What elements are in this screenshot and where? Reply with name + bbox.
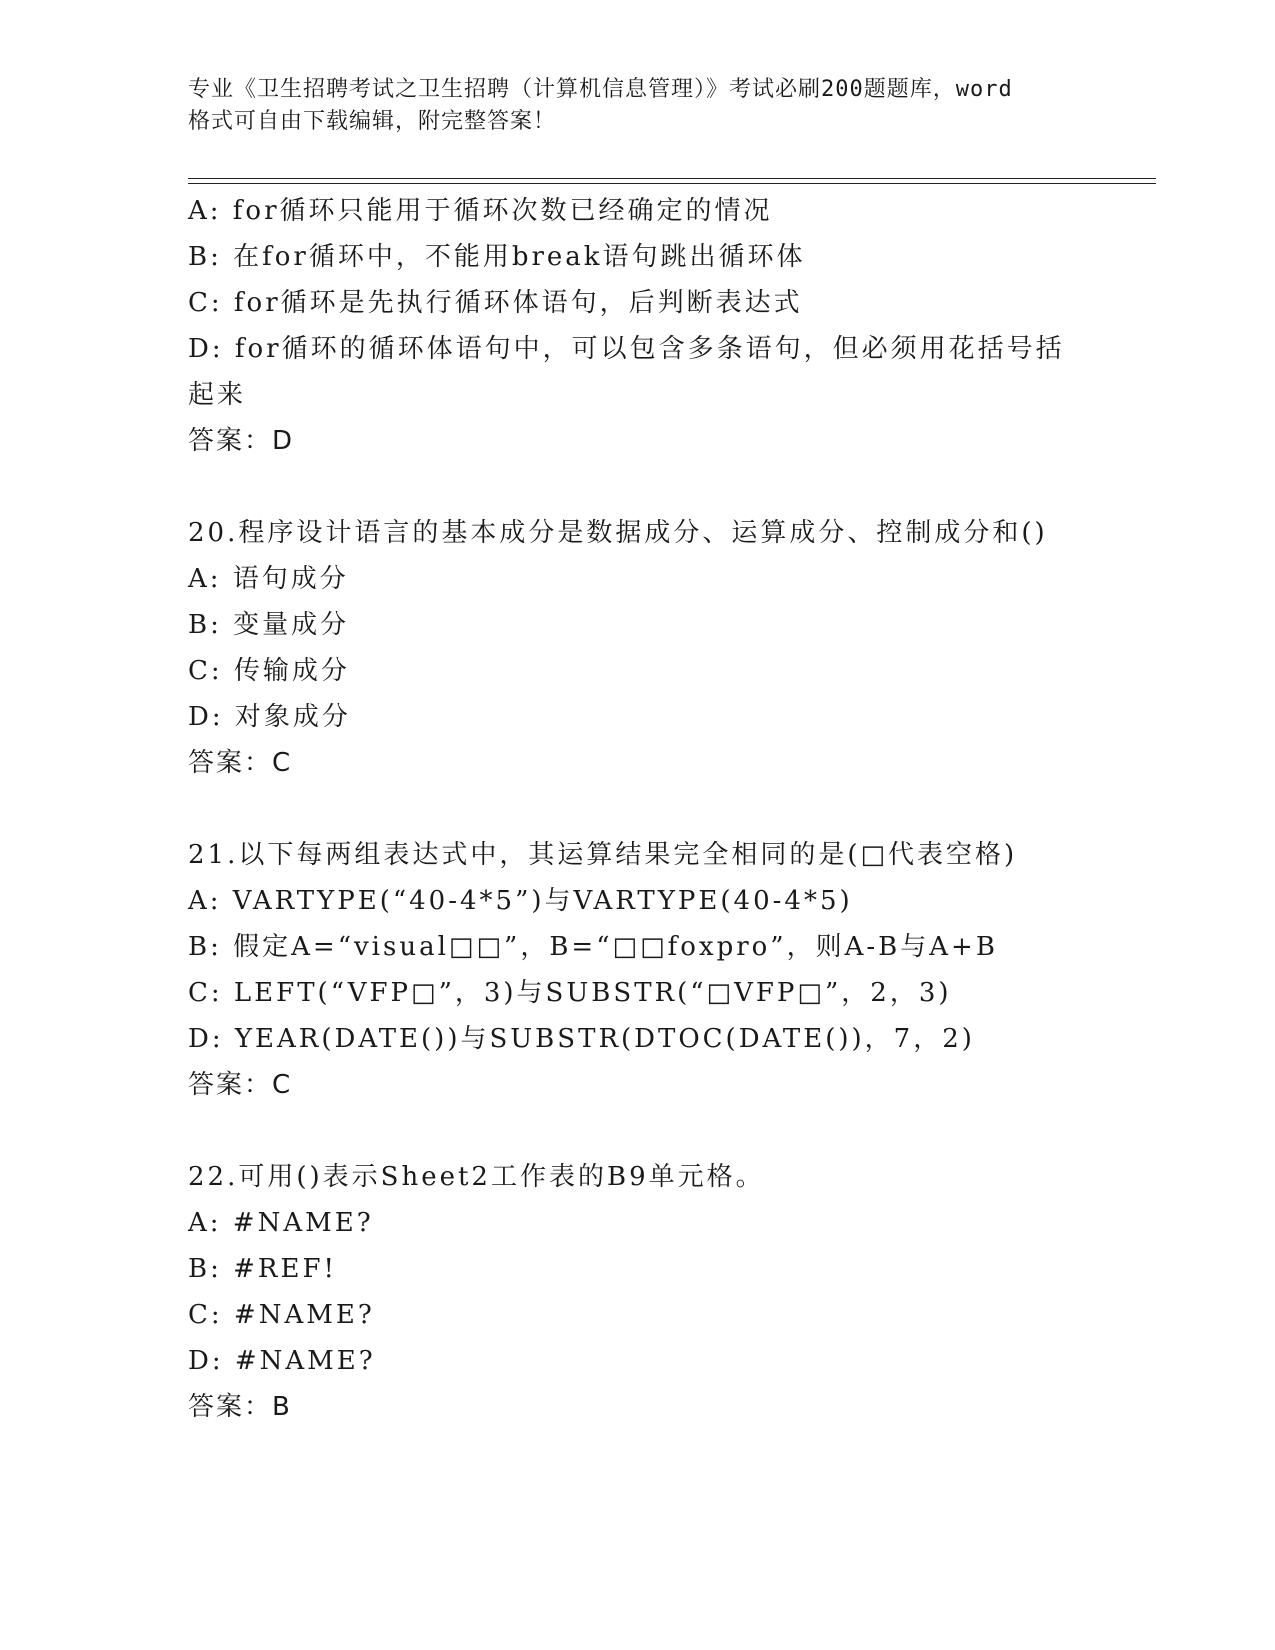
- header-divider-bottom: [188, 183, 1156, 184]
- header-divider-top: [188, 178, 1156, 179]
- option-d: D: 对象成分: [188, 702, 351, 732]
- document-header: [188, 74, 1088, 138]
- answer-line: 答案：B: [188, 1392, 292, 1422]
- option-a: A: VARTYPE(“40-4*5”)与VARTYPE(40-4*5): [188, 886, 853, 916]
- question-22: [188, 1154, 1088, 1430]
- option-d: D: YEAR(DATE())与SUBSTR(DTOC(DATE())，7，2): [188, 1024, 975, 1054]
- option-c: C: 传输成分: [188, 656, 350, 686]
- option-b: B: 变量成分: [188, 610, 350, 640]
- option-c: C: for循环是先执行循环体语句，后判断表达式: [188, 288, 803, 318]
- header-line-1: 专业《卫生招聘考试之卫生招聘（计算机信息管理）》考试必刷200题题库，word: [188, 77, 1013, 102]
- answer-line: 答案：D: [188, 426, 295, 456]
- option-a: A: #NAME?: [188, 1208, 374, 1238]
- answer-line: 答案：C: [188, 748, 293, 778]
- option-b: B: 假定A=“visual□□”，B=“□□foxpro”，则A-B与A+B: [188, 932, 998, 962]
- header-line-2: 格式可自由下载编辑，附完整答案！: [188, 109, 557, 134]
- question-stem: 20.程序设计语言的基本成分是数据成分、运算成分、控制成分和(): [188, 518, 1048, 548]
- option-b: B: #REF!: [188, 1254, 337, 1284]
- question-stem: 22.可用()表示Sheet2工作表的B9单元格。: [188, 1162, 765, 1192]
- question-19-options: [188, 188, 1088, 464]
- option-b: B: 在for循环中，不能用break语句跳出循环体: [188, 242, 806, 272]
- option-c: C: #NAME?: [188, 1300, 375, 1330]
- question-20: [188, 510, 1088, 786]
- option-c: C: LEFT(“VFP□”，3)与SUBSTR(“□VFP□”，2，3): [188, 978, 952, 1008]
- option-d: D: #NAME?: [188, 1346, 376, 1376]
- question-stem: 21.以下每两组表达式中，其运算结果完全相同的是(□代表空格): [188, 840, 1018, 870]
- question-spacer: [188, 464, 1088, 510]
- question-spacer: [188, 1108, 1088, 1154]
- question-spacer: [188, 786, 1088, 832]
- option-a: A: 语句成分: [188, 564, 349, 594]
- option-d: D: for循环的循环体语句中，可以包含多条语句，但必须用花括号括起来: [188, 334, 1065, 410]
- answer-line: 答案：C: [188, 1070, 293, 1100]
- question-21: [188, 832, 1088, 1108]
- question-list: [188, 188, 1088, 1430]
- option-a: A: for循环只能用于循环次数已经确定的情况: [188, 196, 773, 226]
